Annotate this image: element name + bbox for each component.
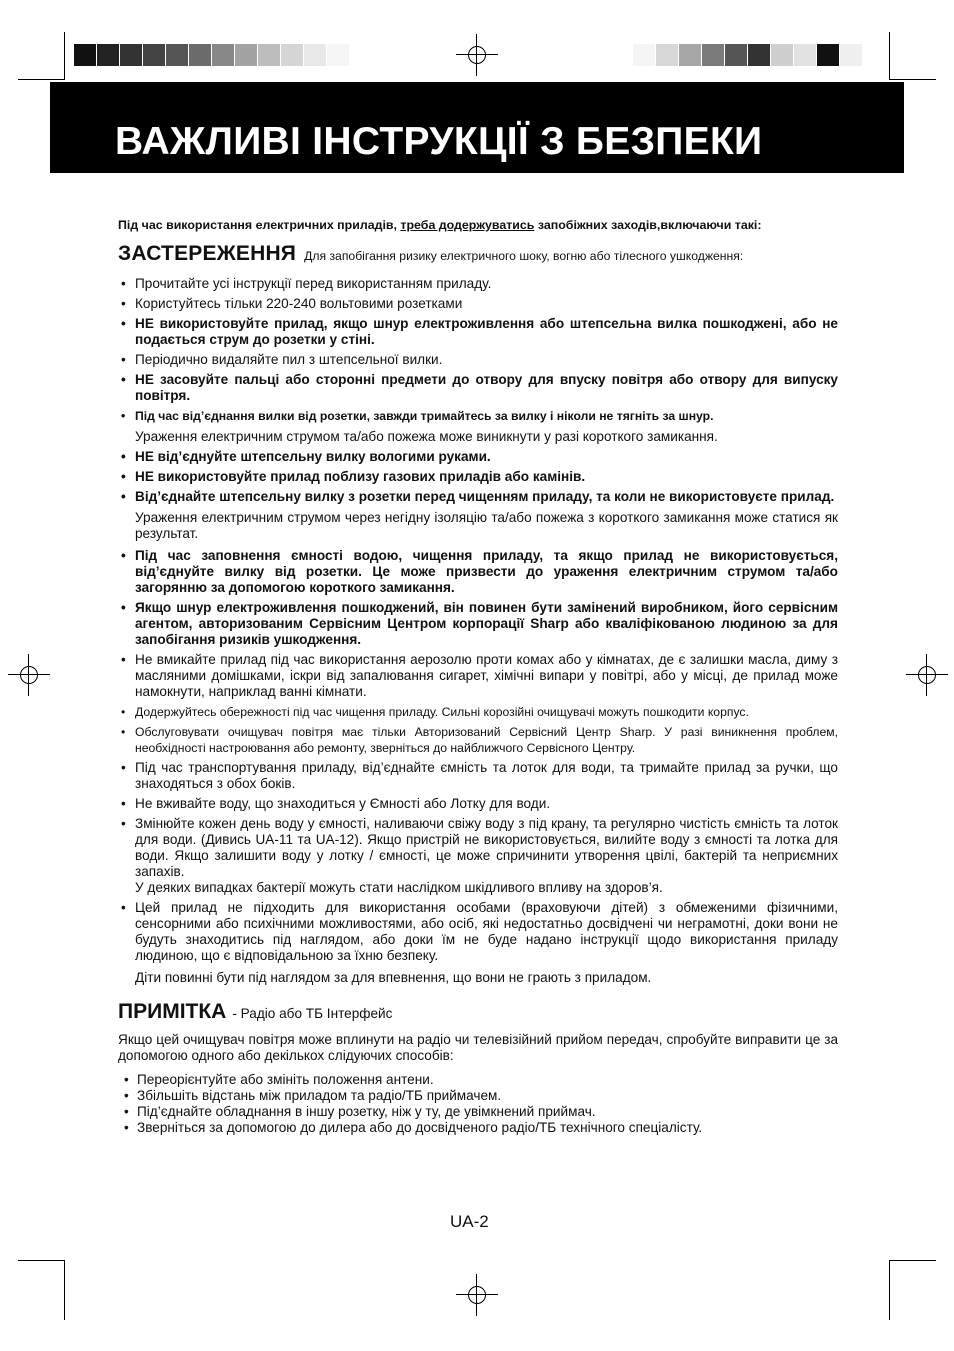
page-number: UA-2 bbox=[450, 1212, 489, 1231]
color-swatch bbox=[748, 44, 771, 66]
color-swatch bbox=[74, 44, 97, 66]
color-swatch bbox=[143, 44, 166, 66]
list-item: • Додержуйтесь обережності під час чищення приладу. Сильні корозійні очищувачі можуть пошкодити корпус. bbox=[118, 704, 838, 720]
crop-mark bbox=[18, 79, 65, 80]
color-swatch bbox=[281, 44, 304, 66]
list-item: • Змінюйте кожен день воду у ємності, наливаючи свіжу воду з під крану, та регулярно чистість ємність та лоток для води. (Дивись UA-11 та UA-12). Якщо пристрій не використовується, вилийте воду з ємності та лотка для води. Якщо залишити воду у лотку / ємності, це може спричинити утворення цвілі, бактерій та неприємних запахів. У деяких випадках бактерії можуть стати наслідком шкідливого впливу на здоров’я. bbox=[118, 816, 838, 896]
color-swatch bbox=[212, 44, 235, 66]
list-item: • Якщо шнур електроживлення пошкоджений, він повинен бути замінений виробником, його сервісним агентом, авторизованим Сервісним Центром корпорації Sharp або кваліфікованою людиною за для запобігання ризиків ушкодження. bbox=[118, 600, 838, 648]
color-swatch bbox=[304, 44, 327, 66]
color-swatch bbox=[679, 44, 702, 66]
list-item: • Під час заповнення ємності водою, чищення приладу, та якщо прилад не використовується, від’єднуйте вилку від розетки. Це може призвести до ураження електричним струмом та/або загорянню за допомогою короткого замикання. bbox=[118, 548, 838, 596]
list-item-note: Ураження електричним струмом через негідну ізоляцію та/або пожежа з короткого замикання може статися як результат. bbox=[135, 510, 838, 541]
color-bar-left bbox=[74, 44, 350, 66]
registration-mark-icon bbox=[16, 662, 42, 688]
list-item: • НЕ від’єднуйте штепсельну вилку вологими руками. bbox=[118, 449, 838, 465]
list-item: • Періодично видаляйте пил з штепсельної вилки. bbox=[118, 352, 838, 368]
warning-list bbox=[118, 276, 838, 964]
list-item: • Під час від’єднання вилки від розетки, завжди тримайтесь за вилку і ніколи не тягніть за шнур. Ураження електричним струмом та/або пожежа може виникнути у разі короткого замикання. bbox=[118, 408, 838, 445]
children-note: Діти повинні бути під наглядом за для впевнення, що вони не грають з приладом. bbox=[135, 970, 652, 985]
list-item: • НЕ використовуйте прилад поблизу газових приладів або камінів. bbox=[118, 469, 838, 485]
page-title: ВАЖЛИВІ ІНСТРУКЦІЇ З БЕЗПЕКИ bbox=[115, 120, 763, 163]
list-item: • Обслуговувати очищувач повітря має тільки Авторизований Сервісний Центр Sharp. У разі виникнення проблем, необхідності настроювання або ремонту, зверніться до найближчого Сервісного Центру. bbox=[118, 724, 838, 756]
crop-mark bbox=[889, 1260, 890, 1320]
list-item: • Зверніться за допомогою до дилера або до досвідченого радіо/ТБ технічного спеціалісту. bbox=[118, 1120, 838, 1136]
registration-mark-icon bbox=[464, 42, 490, 68]
color-swatch bbox=[725, 44, 748, 66]
color-swatch bbox=[166, 44, 189, 66]
list-item-note: У деяких випадках бактерії можуть стати наслідком шкідливого впливу на здоров’я. bbox=[135, 880, 663, 895]
list-item: • НЕ засовуйте пальці або сторонні предмети до отвору для впуску повітря або отвору для випуску повітря. bbox=[118, 372, 838, 404]
color-swatch bbox=[794, 44, 817, 66]
color-swatch bbox=[633, 44, 656, 66]
list-item-note: Ураження електричним струмом та/або пожежа може виникнути у разі короткого замикання. bbox=[135, 429, 718, 444]
intro-before: Під час використання електричних приладів, bbox=[118, 218, 401, 232]
list-item: • Не вживайте воду, що знаходиться у Ємності або Лотку для води. bbox=[118, 796, 838, 812]
color-swatch bbox=[120, 44, 143, 66]
list-item: • Не вмикайте прилад під час використання аерозолю проти комах або у кімнатах, де є залишки масла, диму з масляними домішками, іскри від запалювання сигарет, хімічні випари у повітрі, або у місці, де прилад може намокнути, наприклад ванні кімнати. bbox=[118, 652, 838, 700]
list-item: • Від’єднайте штепсельну вилку з розетки перед чищенням приладу, та коли не використовуєте прилад. Ураження електричним струмом через негідну ізоляцію та/або пожежа з короткого замикання може статися як результат. bbox=[118, 489, 838, 542]
crop-mark bbox=[889, 32, 890, 80]
color-swatch bbox=[840, 44, 863, 66]
list-item: • Цей прилад не підходить для використання особами (враховуючи дітей) з обмеженими фізичними, сенсорними або психічними можливостями, або осіб, які недостатньо досвідчені чи неграмотні, доки вони не будуть знаходитись під наглядом, або доки їм не буде надано інструкції щодо використання приладу людиною, що є відповідальною за їхню безпеку. bbox=[118, 900, 838, 964]
warning-header bbox=[118, 242, 838, 266]
note-subtitle: - Радіо або ТБ Інтерфейс bbox=[232, 1006, 393, 1021]
color-swatch bbox=[258, 44, 281, 66]
crop-mark bbox=[889, 79, 936, 80]
registration-mark-icon bbox=[914, 662, 940, 688]
intro-underlined: треба додержуватись bbox=[400, 218, 535, 232]
color-swatch bbox=[702, 44, 725, 66]
color-swatch bbox=[771, 44, 794, 66]
note-paragraph: Якщо цей очищувач повітря може вплинути на радіо чи телевізійний прийом передач, спробуйте виправити це за допомогою одного або декількох слідуючих способів: bbox=[118, 1032, 838, 1063]
note-tips-list bbox=[118, 1072, 838, 1136]
crop-mark bbox=[889, 1260, 936, 1261]
list-item: • Під’єднайте обладнання в іншу розетку, ніж у ту, де увімкнений приймач. bbox=[118, 1104, 838, 1120]
color-swatch bbox=[817, 44, 840, 66]
color-swatch bbox=[97, 44, 120, 66]
crop-mark bbox=[64, 32, 65, 80]
list-item: • Переорієнтуйте або змініть положення антени. bbox=[118, 1072, 838, 1088]
intro-text bbox=[118, 218, 838, 232]
list-item: • Збільшіть відстань між приладом та радіо/ТБ приймачем. bbox=[118, 1088, 838, 1104]
main-content bbox=[118, 218, 838, 1136]
intro-after: запобіжних заходів,включаючи такі: bbox=[534, 218, 762, 232]
note-heading: ПРИМІТКА bbox=[118, 1000, 227, 1023]
color-swatch bbox=[656, 44, 679, 66]
crop-mark bbox=[64, 1260, 65, 1320]
crop-mark bbox=[18, 1260, 65, 1261]
list-item: • Користуйтесь тільки 220-240 вольтовими розетками bbox=[118, 296, 838, 312]
note-header bbox=[118, 1000, 838, 1024]
list-item: • НЕ використовуйте прилад, якщо шнур електроживлення або штепсельна вилка пошкоджені, або не подається струм до розетки у стіні. bbox=[118, 316, 838, 348]
color-bar-right bbox=[633, 44, 863, 66]
warning-subtitle: Для запобігання ризику електричного шоку, вогню або тілесного ушкодження: bbox=[304, 249, 744, 263]
color-swatch bbox=[235, 44, 258, 66]
color-swatch bbox=[189, 44, 212, 66]
list-item: • Під час транспортування приладу, від’єднайте ємність та лоток для води, та тримайте прилад за ручки, що знаходяться з обох боків. bbox=[118, 760, 838, 792]
registration-mark-icon bbox=[464, 1282, 490, 1308]
warning-heading: ЗАСТЕРЕЖЕННЯ bbox=[118, 242, 297, 265]
title-banner bbox=[50, 82, 904, 173]
list-item: • Прочитайте усі інструкції перед використанням приладу. bbox=[118, 276, 838, 292]
color-swatch bbox=[327, 44, 350, 66]
